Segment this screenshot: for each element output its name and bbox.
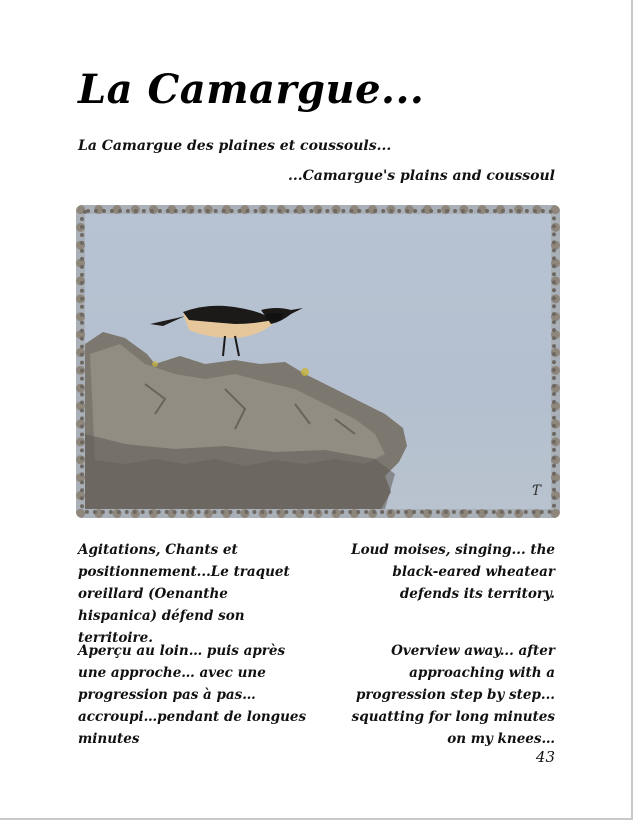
page-title: La Camargue... [78, 66, 425, 113]
subtitle-english: ...Camargue's plains and coussoul [288, 168, 555, 184]
left-paragraph-1: Agitations, Chants et positionnement...Le traquet oreillard (Oenanthe hispanica) défend son territoire. [78, 542, 290, 646]
bird-photo [85, 214, 551, 509]
wheatear-on-rock-illustration [85, 214, 551, 509]
photographer-signature: Ƭ [531, 483, 541, 499]
page-number: 43 [535, 748, 555, 766]
left-paragraph-2: Aperçu au loin… puis après une approche… avec une progression pas à pas… accroupi…pendant de longues minutes [78, 643, 307, 747]
photo-pebble-frame [76, 205, 560, 518]
right-paragraph-2: Overview away... after approaching with a progression step by step... squatting for long minutes on my knees… [351, 643, 555, 747]
right-paragraph-1: Loud moises, singing... the black-eared wheatear defends its territory. [351, 542, 555, 602]
wheatear-bird [150, 306, 303, 356]
subtitle-french: La Camargue des plaines et coussouls... [78, 138, 392, 154]
